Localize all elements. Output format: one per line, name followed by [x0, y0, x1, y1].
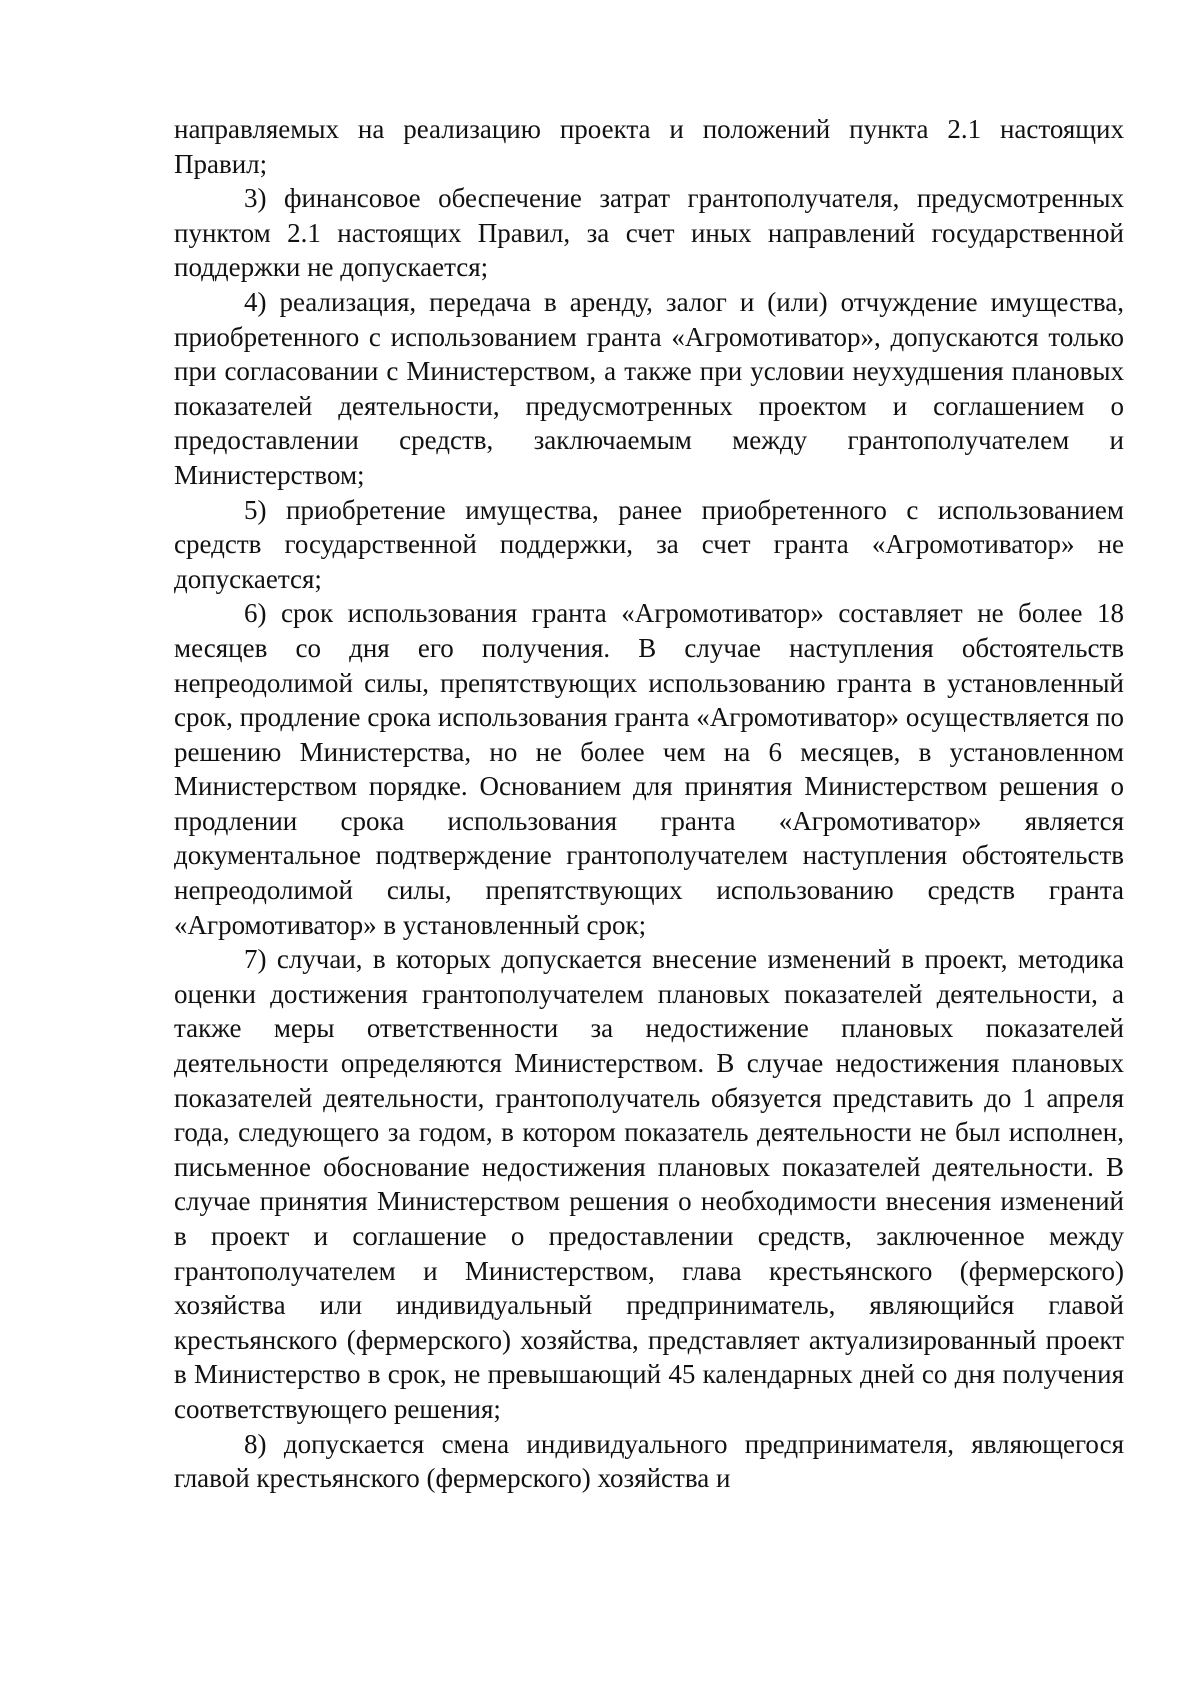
paragraph-item-8: 8) допускается смена индивидуального предпринимателя, являющегося главой крестьянского (фермерского) хозяйства и: [174, 1428, 1124, 1494]
paragraph-item-7: 7) случаи, в которых допускается внесение изменений в проект, методика оценки достижения грантополучателем плановых показателей деятельности, а также меры ответственности за недостижение плановых показателей деятельности определяются Министерством. В случае недостижения плановых показателей деятельности, грантополучатель обязуется представить до 1 апреля года, следующего за годом, в котором показатель деятельности не был исполнен, письменное обоснование недостижения плановых показателей деятельности. В случае принятия Министерством решения о необходимости внесения изменений в проект и соглашение о предоставлении средств, заключенное между грантополучателем и Министерством, глава крестьянского (фермерского) хозяйства или индивидуальный предприниматель, являющийся главой крестьянского (фермерского) хозяйства, представляет актуализированный проект в Министерство в срок, не превышающий 45 календарных дней со дня получения соответствующего решения;: [174, 944, 1124, 1424]
document-page: [174, 112, 1124, 1496]
paragraph-continuation: направляемых на реализацию проекта и положений пункта 2.1 настоящих Правил;: [174, 114, 1124, 179]
paragraph-item-3: 3) финансовое обеспечение затрат грантополучателя, предусмотренных пунктом 2.1 настоящих Правил, за счет иных направлений государственной поддержки не допускается;: [174, 183, 1124, 283]
paragraph-item-6: 6) срок использования гранта «Агромотиватор» составляет не более 18 месяцев со дня его получения. В случае наступления обстоятельств непреодолимой силы, препятствующих использованию гранта в установленный срок, продление срока использования гранта «Агромотиватор» осуществляется по решению Министерства, но не более чем на 6 месяцев, в установленном Министерством порядке. Основанием для принятия Министерством решения о продлении срока использования гранта «Агромотиватор» является документальное подтверждение грантополучателем наступления обстоятельств непреодолимой силы, препятствующих использованию средств гранта «Агромотиватор» в установленный срок;: [174, 598, 1124, 940]
paragraph-item-5: 5) приобретение имущества, ранее приобретенного с использованием средств государственной поддержки, за счет гранта «Агромотиватор» не допускается;: [174, 494, 1124, 594]
paragraph-item-4: 4) реализация, передача в аренду, залог и (или) отчуждение имущества, приобретенного с использованием гранта «Агромотиватор», допускаются только при согласовании с Министерством, а также при условии неухудшения плановых показателей деятельности, предусмотренных проектом и соглашением о предоставлении средств, заключаемым между грантополучателем и Министерством;: [174, 286, 1124, 490]
